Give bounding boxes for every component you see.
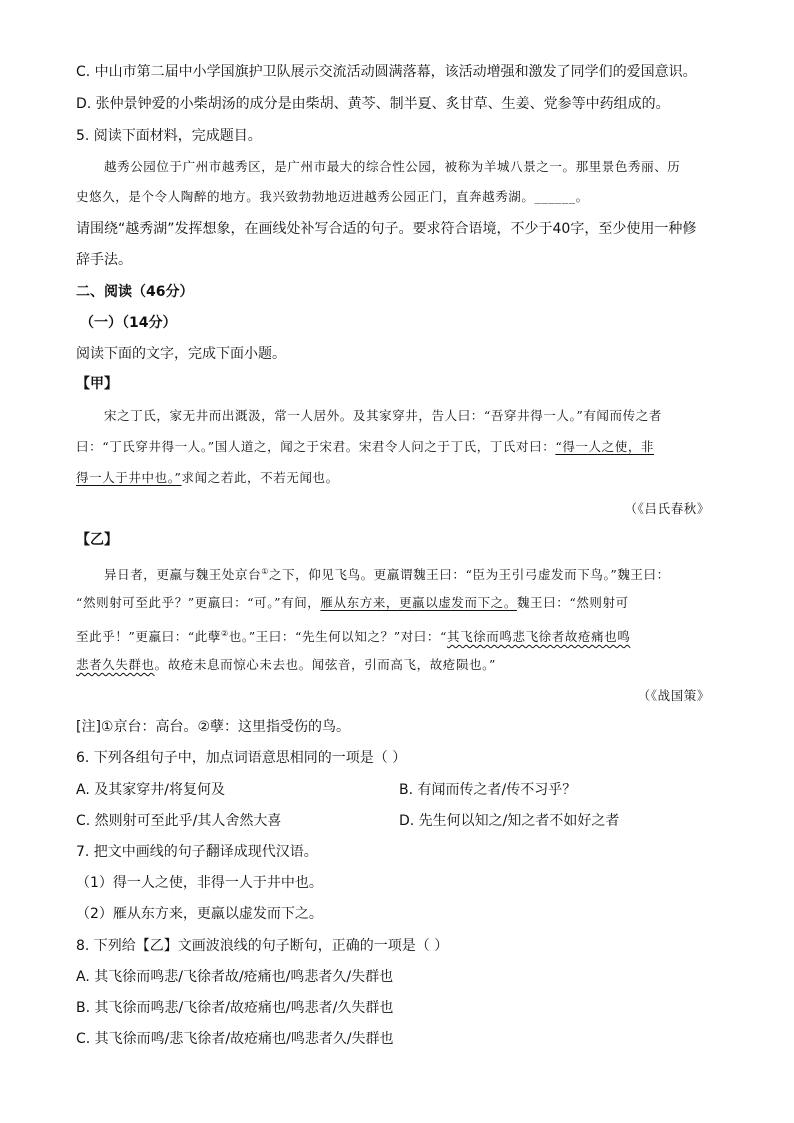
q7-sentence-1: （1）得一人之使，非得一人于井中也。 (76, 875, 323, 891)
yi-text: 也。”王曰：“先生何以知之？”对曰：“ (228, 629, 447, 645)
yi-text: 异日者，更羸与魏王处京台 (104, 567, 262, 583)
jia-line1: 宋之丁氏，家无井而出溉汲，常一人居外。及其家穿井，告人曰：“吾穿井得一人。”有闻而传之者 (104, 408, 662, 423)
jia-line2 (76, 437, 654, 457)
yi-wavy-sentence: 其飞徐而鸣悲飞徐者故疮痛也鸣 (446, 629, 631, 645)
q8-option-a: A. 其飞徐而鸣悲/飞徐者故/疮痛也/鸣悲者久/失群也 (76, 969, 394, 985)
yi-line4 (76, 655, 496, 675)
part-title: （一）（14分） (80, 315, 177, 331)
jia-line3 (76, 468, 339, 488)
q8-option-c: C. 其飞徐而鸣/悲飞徐者/故疮痛也/鸣悲者久/失群也 (76, 1031, 394, 1047)
q7-stem: 7. 把文中画线的句子翻译成现代汉语。 (76, 844, 318, 860)
q5-material-line2: 史悠久，是个令人陶醉的地方。我兴致勃勃地迈进越秀公园正门，直奔越秀湖。______。 (76, 189, 589, 204)
yi-source: （《战国策》 (637, 688, 710, 703)
q6-option-b: B. 有闻而传之者/传不习乎？ (399, 782, 577, 798)
yi-line2 (76, 593, 629, 613)
q6-option-d: D. 先生何以知之/知之者不如好之者 (399, 813, 620, 829)
reading-instruction: 阅读下面的文字，完成下面小题。 (76, 346, 286, 362)
q5-prompt-line2: 辞手法。 (76, 252, 132, 268)
q4-option-c: C. 中山市第二届中小学国旗护卫队展示交流活动圆满落幕，该活动增强和激发了同学们的爱国意识。 (76, 64, 697, 80)
q7-sentence-2: （2）雁从东方来，更羸以虚发而下之。 (76, 906, 323, 922)
q5-prompt-line1: 请围绕“越秀湖”发挥想象，在画线处补写合适的句子。要求符合语境，不少于40字，至少使用一种修 (76, 221, 697, 237)
q8-stem: 8. 下列给【乙】文画波浪线的句子断句，正确的一项是（ ） (76, 938, 449, 954)
q6-option-c: C. 然则射可至此乎/其人舍然大喜 (76, 813, 282, 829)
passage-yi-label: 【乙】 (76, 532, 118, 548)
yi-line1 (104, 562, 670, 585)
jia-underlined-sentence: “得一人之使，非 (555, 439, 655, 454)
note-marker-1: ① (261, 567, 269, 576)
yi-text: 魏王曰：“然则射可 (516, 595, 629, 610)
jia-underlined-sentence-end: 得一人于井中也。” (76, 470, 182, 485)
yi-text: “然则射可至此乎？”更羸曰：“可。”有间， (76, 595, 321, 610)
note-marker-2: ② (220, 629, 229, 638)
yi-underlined-sentence: 雁从东方来，更羸以虚发而下之。 (320, 595, 517, 610)
jia-source: （《吕氏春秋》 (624, 501, 710, 516)
yi-text: 之下，仰见飞鸟。更羸谓魏王曰：“臣为王引弓虚发而下鸟。”魏王曰： (268, 567, 670, 583)
q5-material-line1: 越秀公园位于广州市越秀区，是广州市最大的综合性公园，被称为羊城八景之一。那里景色秀丽、历 (104, 159, 681, 174)
jia-text: 曰：“丁氏穿井得一人。”国人道之，闻之于宋君。宋君令人问之于丁氏，丁氏对曰： (76, 439, 556, 454)
annotation-note: [注]①京台：高台。②孽：这里指受伤的鸟。 (76, 719, 351, 735)
section-title: 二、阅读（46分） (76, 284, 194, 300)
q4-option-d: D. 张仲景钟爱的小柴胡汤的成分是由柴胡、黄芩、制半夏、炙甘草、生姜、党参等中药组成的。 (76, 96, 670, 112)
jia-text: 求闻之若此，不若无闻也。 (181, 470, 339, 485)
yi-text: 至此乎！”更羸曰：“此孽 (76, 629, 221, 645)
q5-stem: 5. 阅读下面材料，完成题目。 (76, 128, 262, 144)
q6-option-a: A. 及其家穿井/将复何及 (76, 782, 225, 798)
yi-line3 (76, 624, 630, 647)
passage-jia-label: 【甲】 (76, 376, 118, 392)
yi-wavy-sentence-end: 悲者久失群也 (76, 657, 155, 672)
yi-text: 。故疮未息而惊心未去也。闻弦音，引而高飞，故疮陨也。” (154, 657, 496, 672)
q6-stem: 6. 下列各组句子中，加点词语意思相同的一项是（ ） (76, 750, 407, 766)
q8-option-b: B. 其飞徐而鸣悲/飞徐者/故疮痛也/鸣悲者/久失群也 (76, 1000, 394, 1016)
